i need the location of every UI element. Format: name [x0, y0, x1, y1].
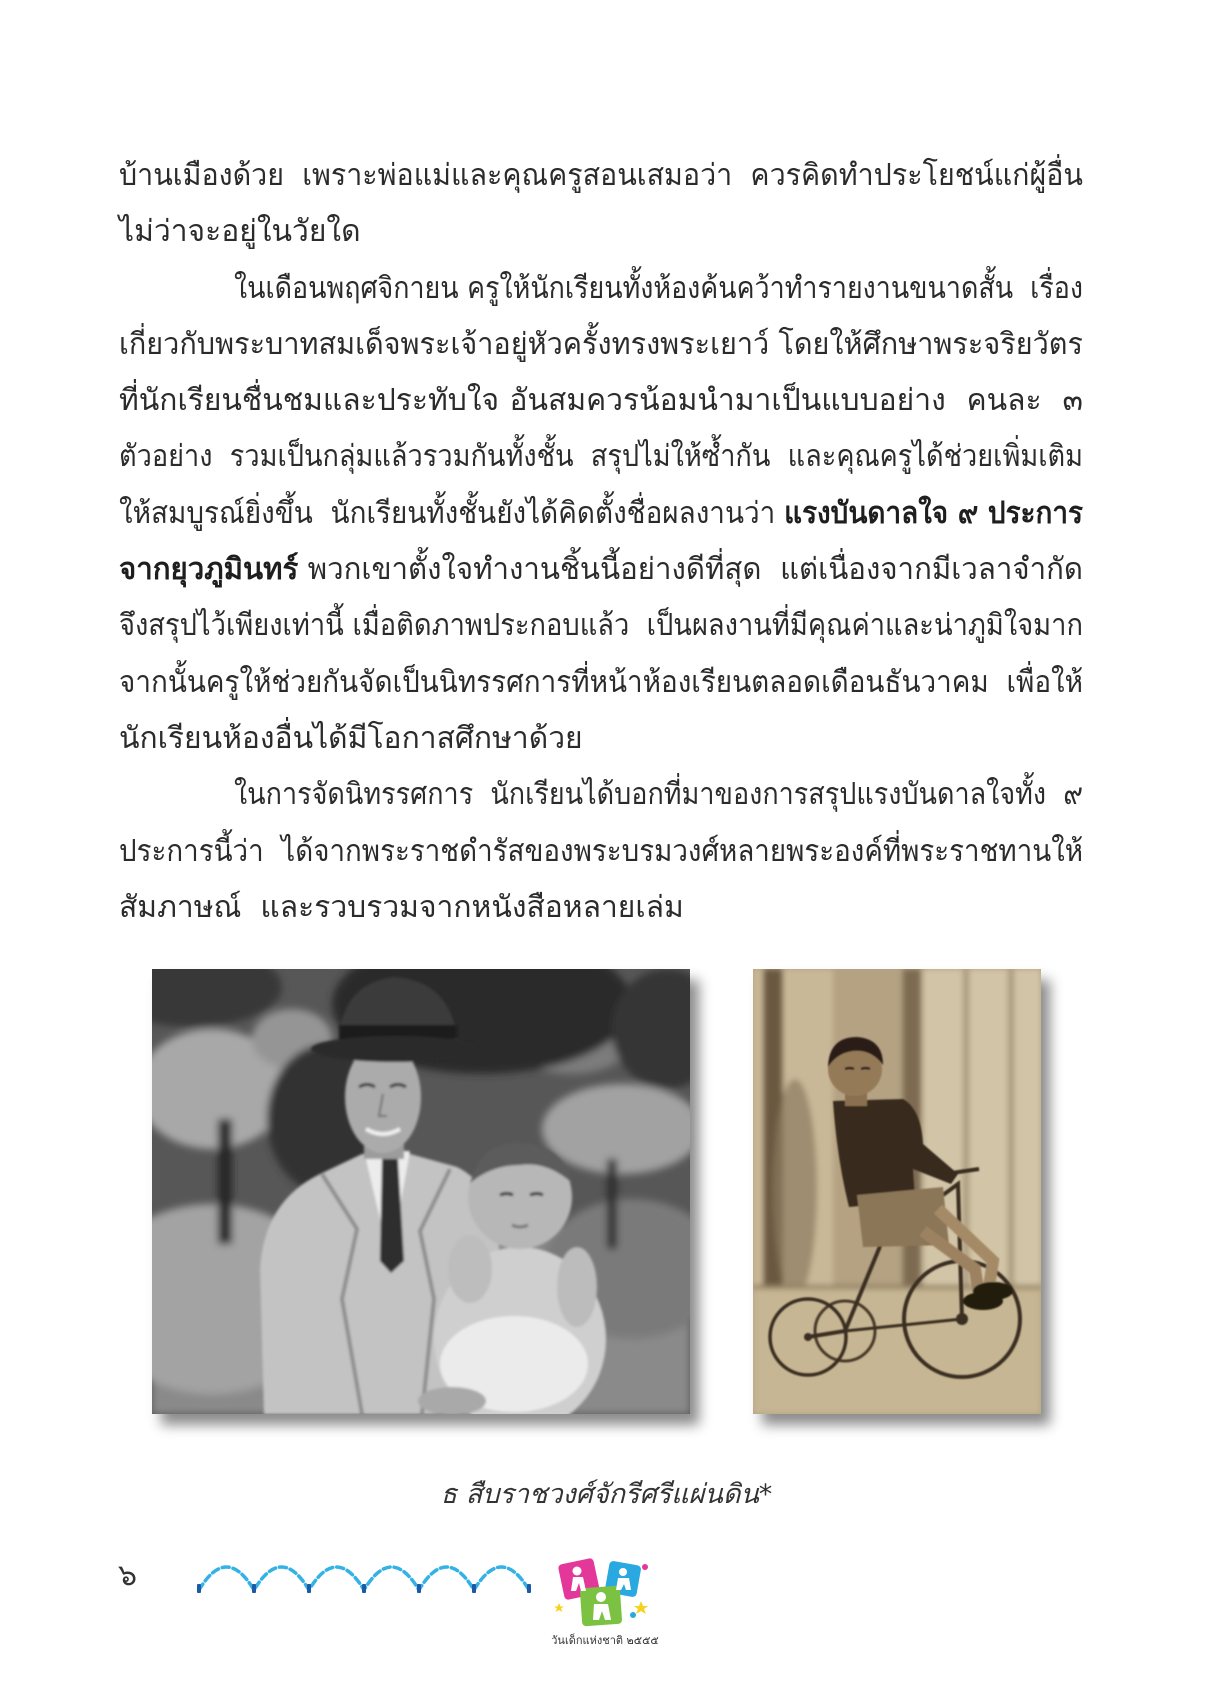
- photo-child-on-tricycle-image: [753, 969, 1041, 1414]
- body-text: ที่นักเรียนชื่นชมและประทับใจ อันสมควรน้อมนำมาเป็นแบบอย่าง คนละ ๓: [119, 383, 1083, 419]
- body-text: พวกเขาตั้งใจทำงานชิ้นนี้อย่างดีที่สุด แต่เนื่องจากมีเวลาจำกัด: [298, 552, 1083, 588]
- body-line: [119, 373, 1083, 429]
- paragraph-start-line: [234, 261, 1083, 317]
- body-text: ให้สมบูรณ์ยิ่งขึ้น นักเรียนทั้งชั้นยังได้คิดตั้งชื่อผลงานว่า: [119, 495, 785, 531]
- body-text: ในการจัดนิทรรศการ นักเรียนได้บอกที่มาของการสรุปแรงบันดาลใจทั้ง ๙: [234, 777, 1083, 813]
- body-text: สัมภาษณ์ และรวบรวมจากหนังสือหลายเล่ม: [119, 889, 684, 925]
- photo-child-on-tricycle: [753, 969, 1041, 1414]
- body-text-block: [119, 148, 1083, 936]
- body-line: [119, 204, 1083, 260]
- paragraph-start-line: [234, 767, 1083, 823]
- body-text: ไม่ว่าจะอยู่ในวัยใด: [119, 214, 361, 250]
- project-title-bold: จากยุวภูมินทร์: [119, 552, 299, 588]
- logo-caption: วันเด็กแห่งชาติ ๒๕๕๕: [551, 1634, 659, 1647]
- body-text: ในเดือนพฤศจิกายน ครูให้นักเรียนทั้งห้องค้นคว้าทำรายงานขนาดสั้น เรื่อง: [234, 270, 1083, 306]
- body-line: [119, 824, 1083, 880]
- body-line: [119, 486, 1083, 542]
- body-text: จึงสรุปไว้เพียงเท่านี้ เมื่อติดภาพประกอบแล้ว เป็นผลงานที่มีคุณค่าและน่าภูมิใจมาก: [119, 608, 1083, 644]
- photo-man-holding-baby: [152, 969, 690, 1414]
- body-line: [119, 429, 1083, 485]
- dotted-wave-icon: [195, 1546, 545, 1596]
- body-line: [119, 655, 1083, 711]
- photo-man-holding-baby-image: [152, 969, 690, 1414]
- body-text: บ้านเมืองด้วย เพราะพ่อแม่และคุณครูสอนเสมอว่า ควรคิดทำประโยชน์แก่ผู้อื่น: [119, 158, 1083, 193]
- page-number: ๖: [118, 1558, 138, 1593]
- body-line: [119, 880, 1083, 936]
- body-text: เกี่ยวกับพระบาทสมเด็จพระเจ้าอยู่หัวครั้งทรงพระเยาว์ โดยให้ศึกษาพระจริยวัตร: [119, 326, 1083, 362]
- body-line: [119, 148, 1083, 204]
- body-text: นักเรียนห้องอื่นได้มีโอกาสศึกษาด้วย: [119, 720, 583, 756]
- body-line: [119, 542, 1083, 598]
- body-line: [119, 711, 1083, 767]
- body-text: ประการนี้ว่า ได้จากพระราชดำรัสของพระบรมวงศ์หลายพระองค์ที่พระราชทานให้: [119, 833, 1083, 869]
- photo-caption: ธ สืบราชวงศ์จักรีศรีแผ่นดิน*: [440, 1479, 773, 1510]
- body-line: [119, 598, 1083, 654]
- body-line: [119, 317, 1083, 373]
- body-text: ตัวอย่าง รวมเป็นกลุ่มแล้วรวมกันทั้งชั้น สรุปไม่ให้ซ้ำกัน และคุณครูได้ช่วยเพิ่มเติม: [119, 439, 1083, 475]
- project-title-bold: แรงบันดาลใจ ๙ ประการ: [784, 495, 1083, 531]
- body-text: จากนั้นครูให้ช่วยกันจัดเป็นนิทรรศการที่หน้าห้องเรียนตลอดเดือนธันวาคม เพื่อให้: [119, 664, 1083, 700]
- childrens-day-logo-icon: [553, 1557, 653, 1629]
